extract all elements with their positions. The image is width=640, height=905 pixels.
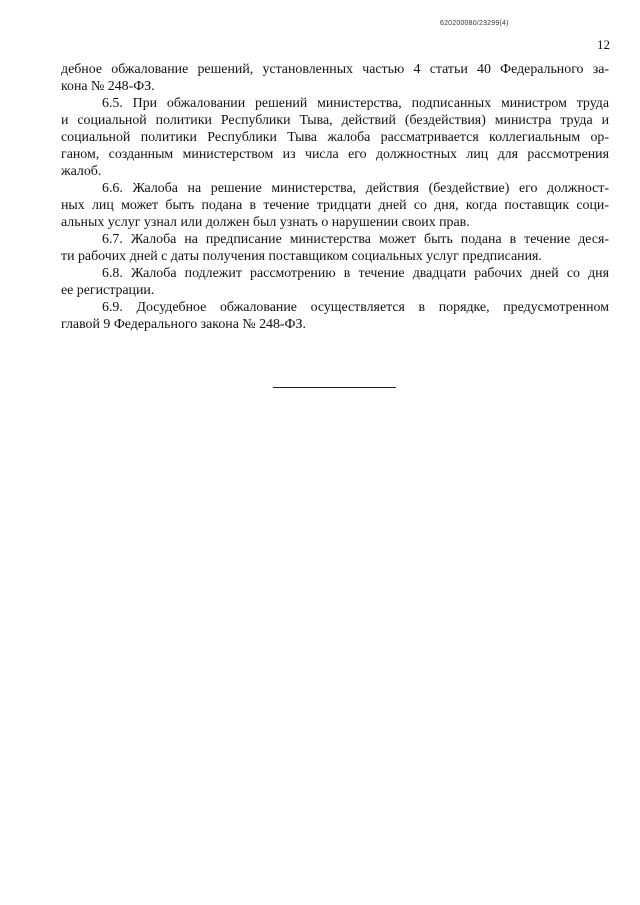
end-divider [273,387,396,388]
body-text-line: 6.9. Досудебное обжалование осуществляется в порядке, предусмотренном [102,300,609,315]
body-text-line: ных лиц может быть подана в течение тридцати дней со дня, когда поставщик соци- [61,198,609,213]
body-text-line: и социальной политики Республики Тыва, действий (бездействия) министра труда и [61,113,609,128]
body-text-line: ти рабочих дней с даты получения поставщиком социальных услуг предписания. [61,249,542,264]
document-body [61,61,609,333]
body-text-line: 6.6. Жалоба на решение министерства, действия (бездействие) его должност- [102,181,609,196]
body-text-line: главой 9 Федерального закона № 248-ФЗ. [61,317,306,332]
body-text-line: кона № 248-ФЗ. [61,79,155,94]
body-text-line: 6.5. При обжаловании решений министерства, подписанных министром труда [102,96,609,111]
body-text-line: альных услуг узнал или должен был узнать о нарушении своих прав. [61,215,470,230]
body-text-line: дебное обжалование решений, установленных частью 4 статьи 40 Федерального за- [61,62,609,77]
body-text-line: 6.8. Жалоба подлежит рассмотрению в течение двадцати рабочих дней со дня [102,266,609,281]
body-text-line: ее регистрации. [61,283,155,298]
page-number: 12 [597,37,610,52]
body-text-line: социальной политики Республики Тыва жалоба рассматривается коллегиальным ор- [61,130,609,145]
document-id: 620200080/23299(4) [440,20,509,27]
body-text-line: ганом, созданным министерством из числа его должностных лиц для рассмотрения [61,147,609,162]
body-text-line: жалоб. [61,164,102,179]
body-text-line: 6.7. Жалоба на предписание министерства может быть подана в течение деся- [102,232,609,247]
